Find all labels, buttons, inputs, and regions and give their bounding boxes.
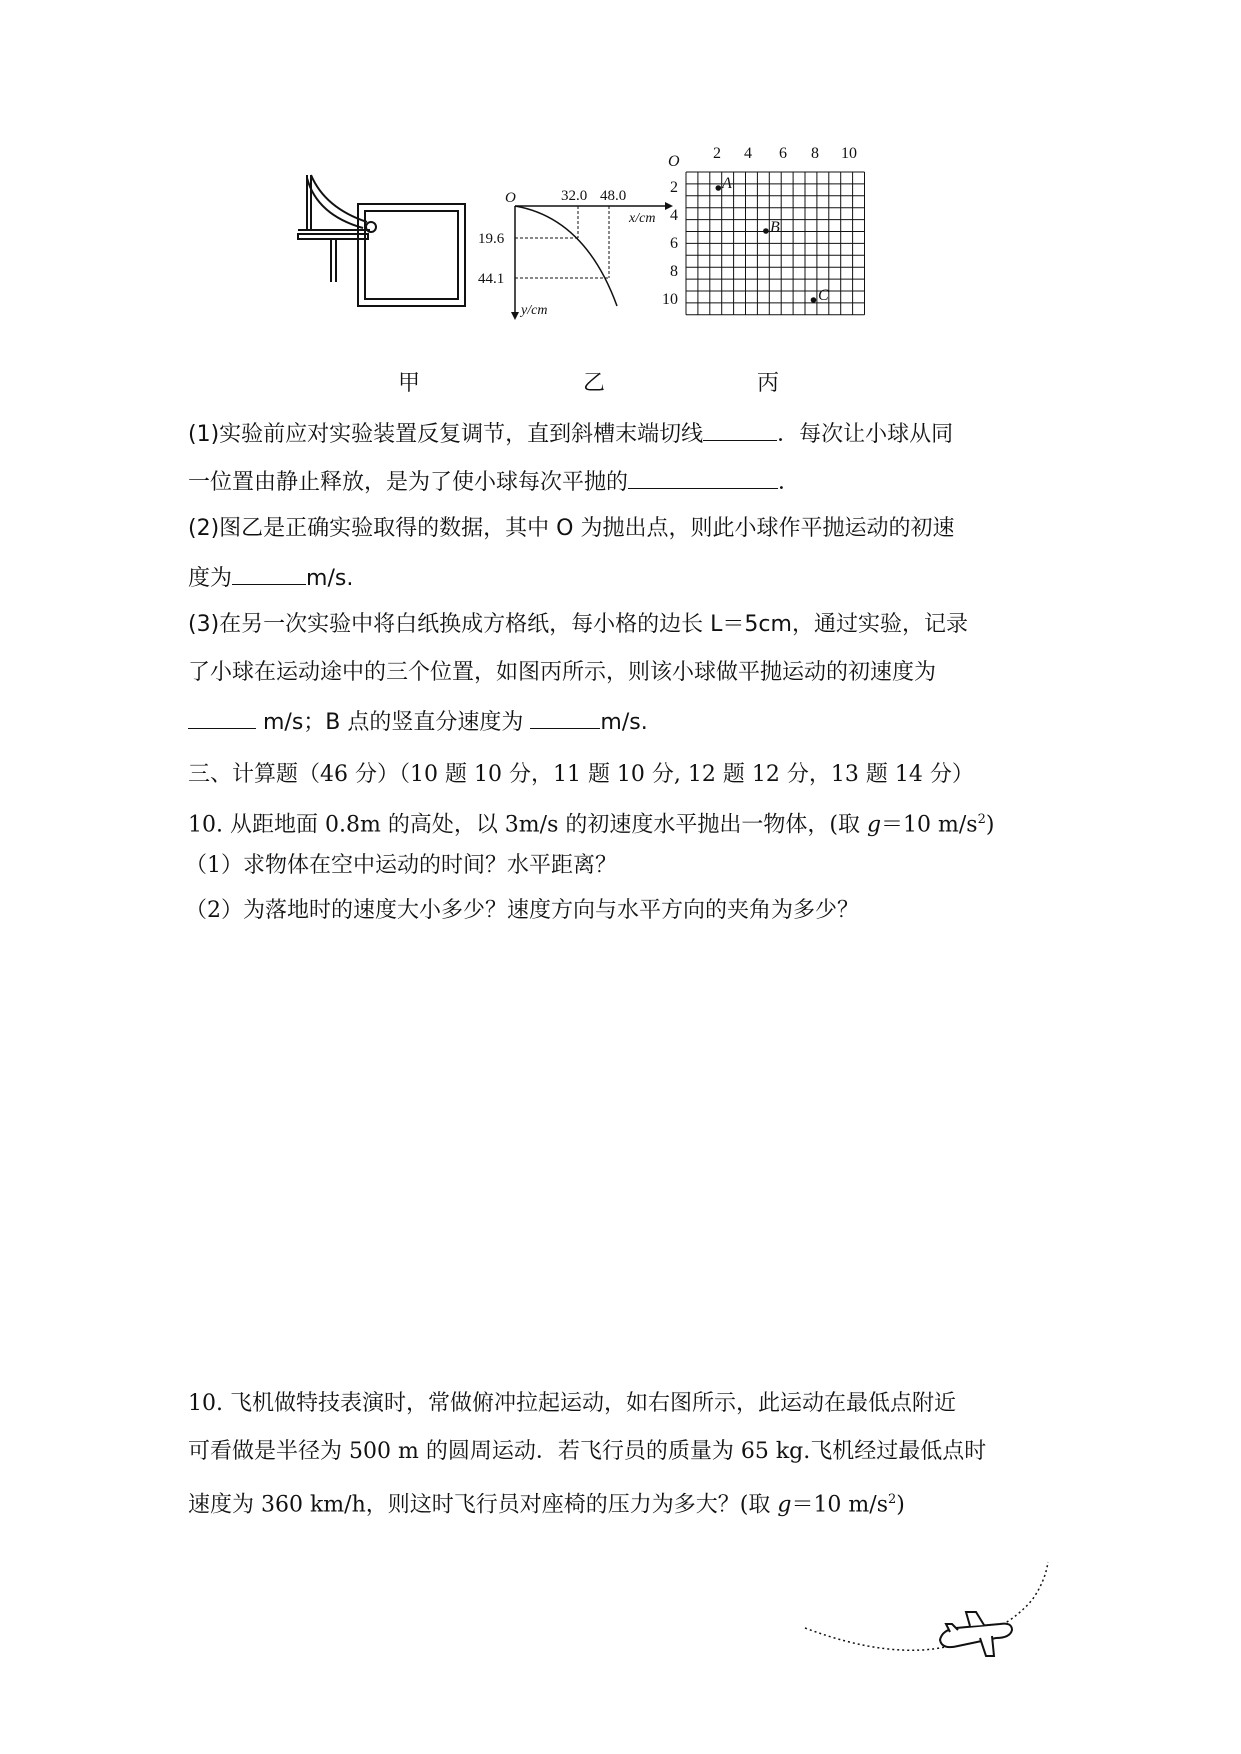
- x-tick-label: 8: [811, 145, 819, 162]
- q9-part1-line2: [188, 466, 800, 498]
- q9-part2-line2: [188, 562, 353, 594]
- g-symbol: g: [866, 812, 882, 838]
- question-11-line3: [188, 1485, 905, 1520]
- x-tick-label: 10: [841, 145, 857, 162]
- x-tick-label: 6: [779, 145, 787, 162]
- text: (1)实验前应对实验装置反复调节，直到斜槽末端切线: [188, 422, 704, 447]
- y-tick-label: 4: [670, 207, 678, 224]
- question-10-stem: [188, 805, 994, 840]
- answer-blank[interactable]: [530, 706, 600, 729]
- question-10-part2: （2）为落地时的速度大小多少？速度方向与水平方向的夹角为多少？: [185, 898, 859, 923]
- figure-bing: [660, 140, 865, 320]
- text: m/s.: [600, 710, 648, 735]
- y-tick-label: 8: [670, 263, 678, 280]
- figure-yi-left-labels: [478, 178, 514, 298]
- text: ＝10 m/s: [791, 1492, 888, 1518]
- q9-part2-line1: (2)图乙是正确实验取得的数据，其中 O 为抛出点，则此小球作平抛运动的初速: [188, 516, 955, 541]
- airplane-figure: [800, 1560, 1060, 1670]
- q9-part3-line3: [188, 706, 648, 738]
- x-axis-label: x/cm: [629, 211, 656, 226]
- section-heading: 三、计算题（46 分）（10 题 10 分，11 题 10 分, 12 题 12 分，13 题 14 分）: [188, 762, 974, 787]
- question-10-part1: （1）求物体在空中运动的时间？水平距离？: [185, 853, 617, 878]
- text: ．: [778, 470, 801, 495]
- figure-yi: [505, 178, 675, 338]
- x-tick-label: 4: [744, 145, 752, 162]
- g-symbol: g: [777, 1492, 792, 1518]
- origin-label: O: [668, 153, 680, 170]
- origin-label: O: [505, 190, 516, 206]
- text: 一位置由静止释放，是为了使小球每次平抛的: [188, 470, 629, 495]
- text: m/s.: [306, 566, 354, 591]
- q9-part3-line1: (3)在另一次实验中将白纸换成方格纸，每小格的边长 L＝5cm，通过实验，记录: [188, 612, 968, 637]
- text: ): [985, 812, 995, 838]
- point-a-label: A: [722, 175, 732, 192]
- y-axis-label: y/cm: [521, 303, 548, 318]
- answer-blank[interactable]: [703, 418, 777, 441]
- text: 10. 从距地面 0.8m 的高处，以 3m/s 的初速度水平抛出一物体，(取: [188, 812, 867, 838]
- x-tick-label: 32.0: [561, 188, 588, 204]
- text: ．每次让小球从同: [777, 422, 954, 447]
- y-tick-label: 44.1: [478, 271, 505, 287]
- answer-blank[interactable]: [188, 706, 256, 729]
- airplane-icon: [940, 1612, 1012, 1656]
- x-tick-label: 2: [713, 145, 721, 162]
- point-c-label: C: [818, 287, 829, 304]
- y-tick-label: 6: [670, 235, 678, 252]
- figure-caption-bing: 丙: [757, 371, 780, 396]
- y-tick-label: 19.6: [478, 231, 505, 247]
- answer-blank[interactable]: [232, 562, 306, 585]
- text: 速度为 360 km/h，则这时飞行员对座椅的压力为多大？(取: [188, 1492, 778, 1518]
- point-b-label: B: [770, 219, 780, 236]
- y-tick-label: 2: [670, 179, 678, 196]
- question-11-line2: 可看做是半径为 500 m 的圆周运动．若飞行员的质量为 65 kg.飞机经过最低点时: [188, 1439, 987, 1464]
- figure-caption-yi: 乙: [583, 371, 606, 396]
- question-11-line1: 10. 飞机做特技表演时，常做俯冲拉起运动，如右图所示，此运动在最低点附近: [188, 1391, 956, 1416]
- text: m/s；B 点的竖直分速度为: [256, 710, 531, 735]
- text: ): [896, 1492, 905, 1518]
- answer-blank[interactable]: [628, 466, 778, 489]
- text: ＝10 m/s: [881, 812, 978, 838]
- superscript: 2: [888, 1492, 897, 1507]
- superscript: 2: [977, 812, 986, 827]
- y-tick-label: 10: [662, 291, 678, 308]
- q9-part3-line2: 了小球在运动途中的三个位置，如图丙所示，则该小球做平抛运动的初速度为: [188, 660, 937, 685]
- q9-part1-line1: [188, 418, 953, 450]
- text: 度为: [188, 566, 233, 591]
- figure-caption-jia: 甲: [398, 371, 421, 396]
- figure-jia: [295, 170, 485, 310]
- x-tick-label: 48.0: [600, 188, 627, 204]
